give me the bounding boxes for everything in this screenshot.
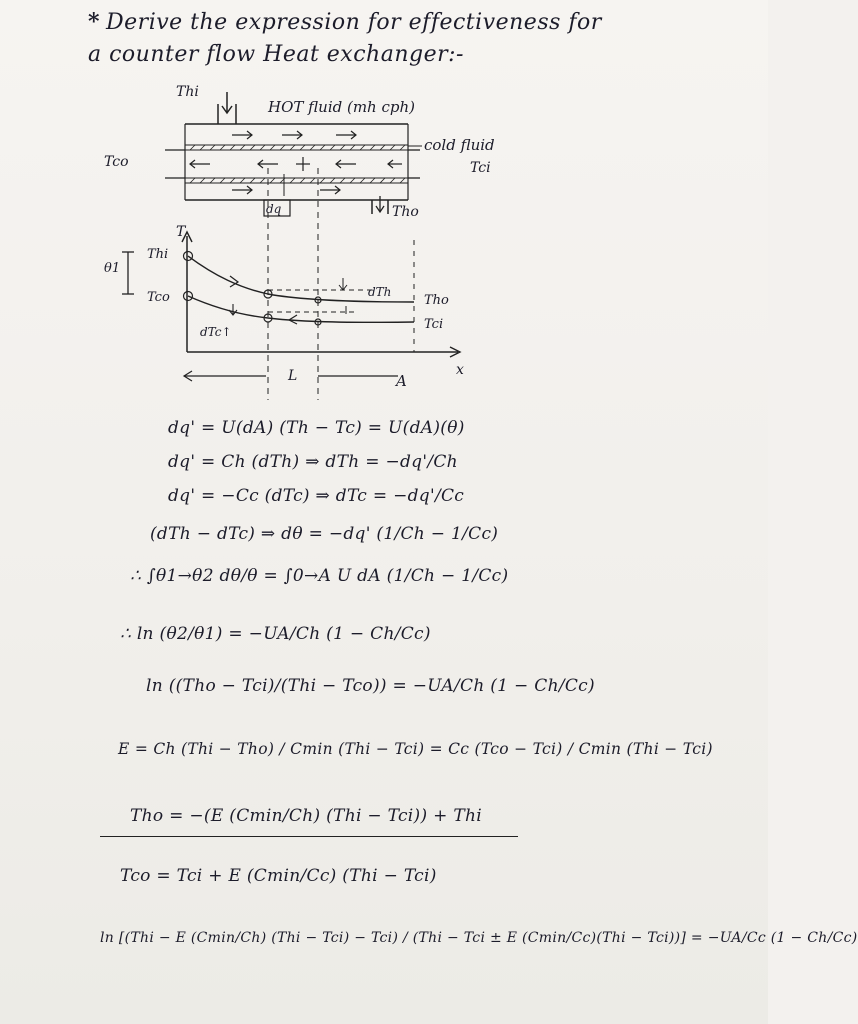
- equation-9: Tho = −(E (Cmin/Ch) (Thi − Tci)) + Thi: [130, 806, 482, 826]
- equation-6: ∴ ln (θ2/θ1) = −UA/Ch (1 − Ch/Cc): [120, 624, 431, 644]
- equation-7: ln ((Tho − Tci)/(Thi − Tco)) = −UA/Ch (1 − Ch/Cc): [146, 676, 595, 696]
- theta1-label: θ1: [104, 261, 121, 276]
- dq-label: dq: [266, 202, 282, 216]
- tho-graph-label: Tho: [424, 293, 449, 308]
- title-line-1: Derive the expression for effectiveness for: [106, 10, 602, 35]
- dtc-label: dTc↑: [200, 325, 232, 339]
- hot-fluid-label: HOT fluid (mh cph): [268, 98, 416, 116]
- equation-2: dq' = Ch (dTh) ⇒ dTh = −dq'/Ch: [168, 452, 458, 472]
- tco-graph-label: Tco: [147, 290, 170, 305]
- l-label: L: [288, 368, 298, 384]
- thi-graph-label: Thi: [147, 247, 169, 262]
- equation-10: Tco = Tci + E (Cmin/Cc) (Thi − Tci): [120, 866, 437, 886]
- equation-11: ln [(Thi − E (Cmin/Ch) (Thi − Tci) − Tci) / (Thi − Tci ± E (Cmin/Cc)(Thi − Tci))] = −UA/Cc (1 − Ch/Cc): [100, 930, 858, 946]
- tci-graph-label: Tci: [424, 317, 444, 332]
- title-line-2: a counter flow Heat exchanger:-: [88, 42, 464, 67]
- cold-fluid-label: cold fluid: [424, 136, 495, 154]
- tci-pipe-label: Tci: [470, 160, 491, 176]
- star-bullet: *: [88, 9, 101, 35]
- equation-3: dq' = −Cc (dTc) ⇒ dTc = −dq'/Cc: [168, 486, 465, 506]
- tho-pipe-label: Tho: [392, 204, 419, 220]
- tco-pipe-label: Tco: [104, 154, 129, 170]
- heat-exchanger-diagram: [0, 0, 768, 400]
- thi-label: Thi: [176, 84, 199, 100]
- divider-line: [100, 836, 518, 837]
- a-label: A: [396, 372, 407, 390]
- equation-5: ∴ ∫θ1→θ2 dθ/θ = ∫0→A U dA (1/Ch − 1/Cc): [130, 566, 509, 586]
- equation-1: dq' = U(dA) (Th − Tc) = U(dA)(θ): [168, 418, 465, 438]
- dth-label: dTh: [368, 285, 392, 299]
- x-axis-label: x: [456, 362, 464, 378]
- equation-8: E = Ch (Thi − Tho) / Cmin (Thi − Tci) = Cc (Tco − Tci) / Cmin (Thi − Tci): [118, 740, 713, 758]
- equation-4: (dTh − dTc) ⇒ dθ = −dq' (1/Ch − 1/Cc): [150, 524, 499, 544]
- t-axis-label: T: [176, 224, 186, 240]
